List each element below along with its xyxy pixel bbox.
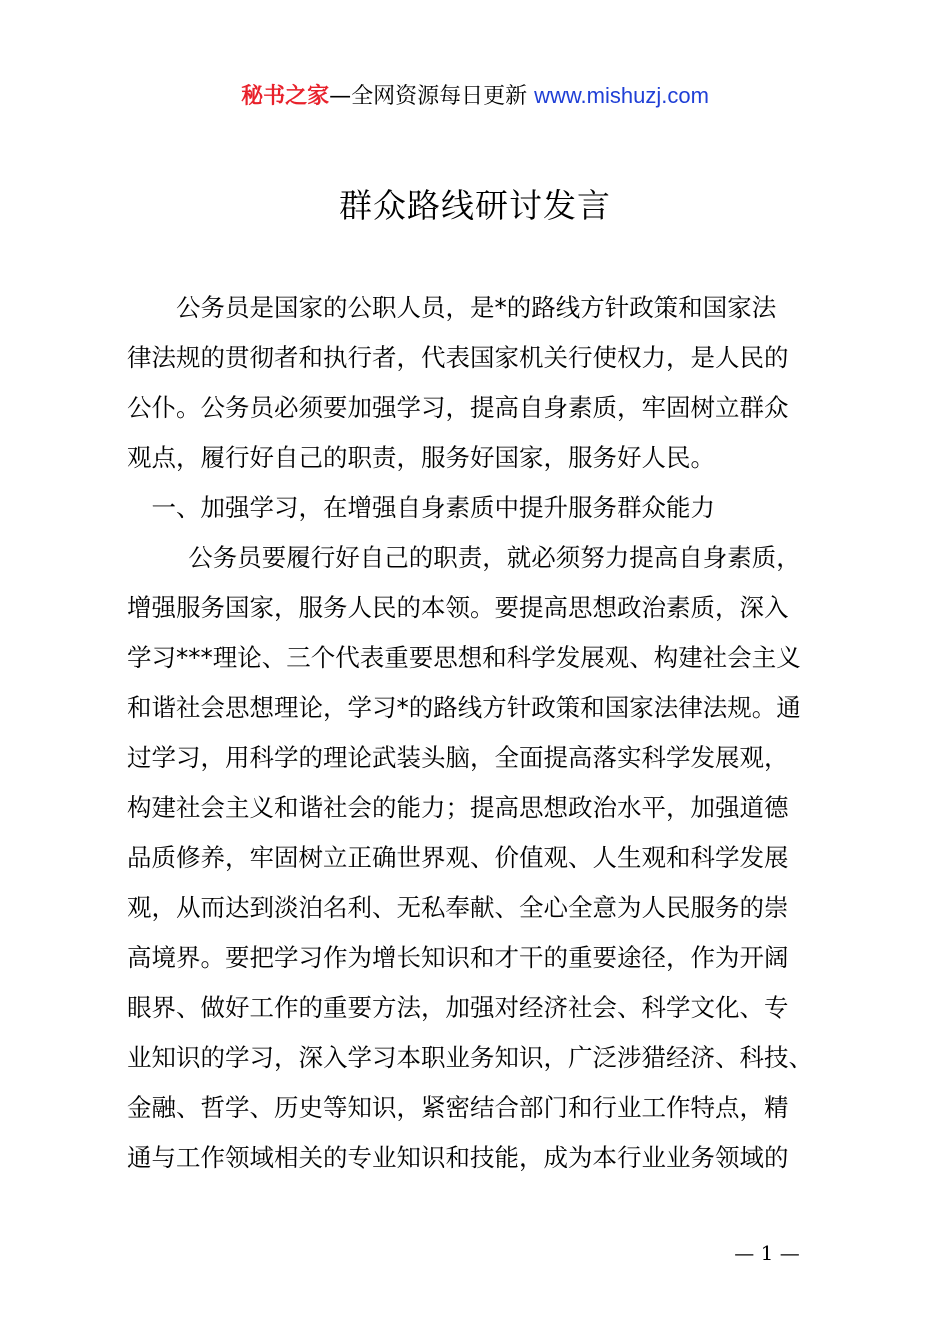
body-line: 品质修养，牢固树立正确世界观、价值观、人生观和科学发展 [127, 843, 789, 872]
body-line: 过学习，用科学的理论武装头脑，全面提高落实科学发展观， [127, 743, 789, 772]
body-line: 构建社会主义和谐社会的能力；提高思想政治水平，加强道德 [127, 793, 789, 822]
body-line: 学习***理论、三个代表重要思想和科学发展观、构建社会主义 [127, 643, 801, 672]
body-line: 和谐社会思想理论，学习*的路线方针政策和国家法律法规。通 [127, 693, 801, 722]
site-tagline: —全网资源每日更新 [329, 84, 535, 109]
page-number: — 1 — [734, 1241, 800, 1265]
site-brand: 秘书之家 [241, 84, 330, 109]
site-header [0, 80, 950, 113]
body-line: 公务员是国家的公职人员，是*的路线方针政策和国家法 [151, 293, 777, 322]
body-line: 公务员要履行好自己的职责，就必须努力提高自身素质， [163, 543, 801, 572]
body-line: 观点，履行好自己的职责，服务好国家，服务好人民。 [127, 443, 715, 472]
document-body [127, 283, 867, 1183]
body-line: 金融、哲学、历史等知识，紧密结合部门和行业工作特点，精 [127, 1093, 789, 1122]
body-line: 观，从而达到淡泊名利、无私奉献、全心全意为人民服务的崇 [127, 893, 789, 922]
body-line: 业知识的学习，深入学习本职业务知识，广泛涉猎经济、科技、 [127, 1043, 813, 1072]
body-line: 高境界。要把学习作为增长知识和才干的重要途径，作为开阔 [127, 943, 789, 972]
body-line: 通与工作领域相关的专业知识和技能，成为本行业业务领域的 [127, 1143, 789, 1172]
body-line: 公仆。公务员必须要加强学习，提高自身素质，牢固树立群众 [127, 393, 789, 422]
body-line: 律法规的贯彻者和执行者，代表国家机关行使权力，是人民的 [127, 343, 789, 372]
body-line: 增强服务国家，服务人民的本领。要提高思想政治素质，深入 [127, 593, 789, 622]
document-title: 群众路线研讨发言 [339, 186, 611, 225]
body-line: 眼界、做好工作的重要方法，加强对经济社会、科学文化、专 [127, 993, 789, 1022]
site-url-link[interactable]: www.mishuzj.com [534, 83, 709, 108]
section-heading: 一、加强学习，在增强自身素质中提升服务群众能力 [151, 493, 715, 522]
